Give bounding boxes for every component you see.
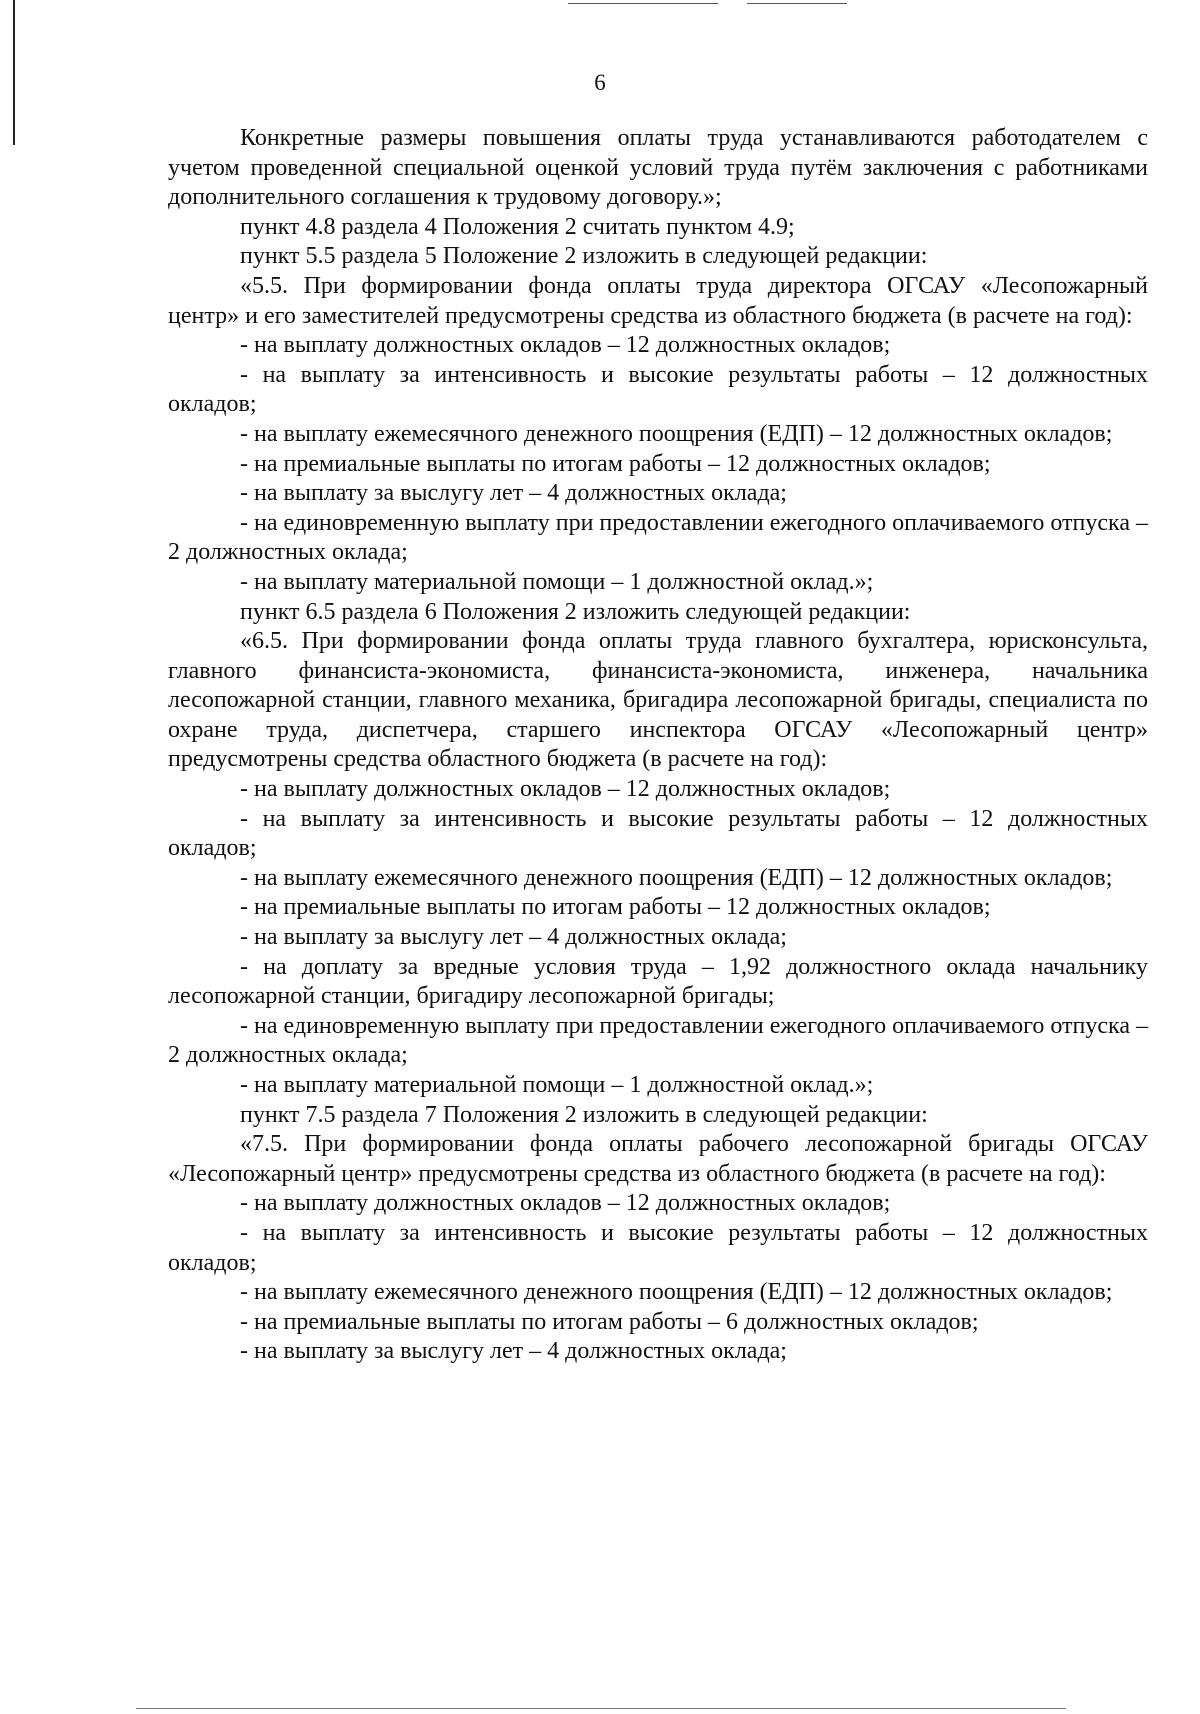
scan-bottom-line	[136, 1708, 1066, 1709]
paragraph: пункт 7.5 раздела 7 Положения 2 изложить в следующей редакции:	[240, 1101, 928, 1128]
paragraph: «5.5. При формировании фонда оплаты труда директора ОГСАУ «Лесопожарный центр» и его заместителей предусмотрены средства из областного бюджета (в расчете на год):	[168, 272, 1148, 329]
list-item: - на выплату материальной помощи – 1 должностной оклад.»;	[240, 1072, 874, 1098]
scan-top-line	[747, 3, 847, 4]
list-item: - на единовременную выплату при предоставлении ежегодного оплачиваемого отпуска – 2 должностных оклада;	[168, 509, 1148, 566]
list-item: - на премиальные выплаты по итогам работы – 12 должностных окладов;	[240, 894, 991, 921]
list-item: - на выплату за выслугу лет – 4 должностных оклада;	[240, 480, 787, 507]
paragraph: пункт 6.5 раздела 6 Положения 2 изложить следующей редакции:	[240, 598, 911, 625]
scan-top-line	[568, 3, 718, 4]
page-number: 6	[594, 70, 606, 95]
paragraph: «7.5. При формировании фонда оплаты рабочего лесопожарной бригады ОГСАУ «Лесопожарный центр» предусмотрены средства из областного бюджета (в расчете на год):	[168, 1131, 1148, 1187]
paragraph: «6.5. При формировании фонда оплаты труда главного бухгалтера, юрисконсульта, главного финансиста-экономиста, финансиста-экономиста, инженера, начальника лесопожарной станции, главного механика, бригадира лесопожарной бригады, специалиста по охране труда, диспетчера, старшего инспектора ОГСАУ «Лесопожарный центр» предусмотрены средства областного бюджета (в расчете на год):	[168, 628, 1148, 773]
list-item: - на выплату за выслугу лет – 4 должностных оклада;	[240, 924, 787, 951]
paragraph: Конкретные размеры повышения оплаты труда устанавливаются работодателем с учетом проведенной специальной оценкой условий труда путём заключения с работниками дополнительного соглашения к трудовому договору.»;	[168, 125, 1148, 211]
list-item: - на выплату ежемесячного денежного поощрения (ЕДП) – 12 должностных окладов;	[240, 1279, 1113, 1306]
paragraph: пункт 5.5 раздела 5 Положение 2 изложить в следующей редакции:	[240, 243, 928, 270]
document-body	[168, 124, 1148, 1367]
list-item: - на выплату должностных окладов – 12 должностных окладов;	[240, 332, 891, 359]
list-item: - на выплату должностных окладов – 12 должностных окладов;	[240, 776, 891, 803]
paragraph: пункт 4.8 раздела 4 Положения 2 считать пунктом 4.9;	[240, 213, 795, 240]
list-item: - на выплату за интенсивность и высокие результаты работы – 12 должностных окладов;	[168, 361, 1148, 418]
list-item: - на выплату ежемесячного денежного поощрения (ЕДП) – 12 должностных окладов;	[240, 420, 1113, 447]
list-item: - на выплату за выслугу лет – 4 должностных оклада;	[240, 1338, 787, 1365]
list-item: - на премиальные выплаты по итогам работы – 6 должностных окладов;	[240, 1308, 979, 1335]
list-item: - на выплату материальной помощи – 1 должностной оклад.»;	[240, 568, 874, 595]
list-item: - на единовременную выплату при предоставлении ежегодного оплачиваемого отпуска – 2 должностных оклада;	[168, 1012, 1148, 1069]
list-item: - на премиальные выплаты по итогам работы – 12 должностных окладов;	[240, 450, 991, 477]
list-item: - на выплату за интенсивность и высокие результаты работы – 12 должностных окладов;	[168, 805, 1148, 862]
list-item: - на доплату за вредные условия труда – 1,92 должностного оклада начальнику лесопожарной станции, бригадиру лесопожарной бригады;	[168, 953, 1148, 1010]
list-item: - на выплату ежемесячного денежного поощрения (ЕДП) – 12 должностных окладов;	[240, 864, 1113, 891]
list-item: - на выплату за интенсивность и высокие результаты работы – 12 должностных окладов;	[168, 1219, 1148, 1276]
list-item: - на выплату должностных окладов – 12 должностных окладов;	[240, 1190, 891, 1217]
